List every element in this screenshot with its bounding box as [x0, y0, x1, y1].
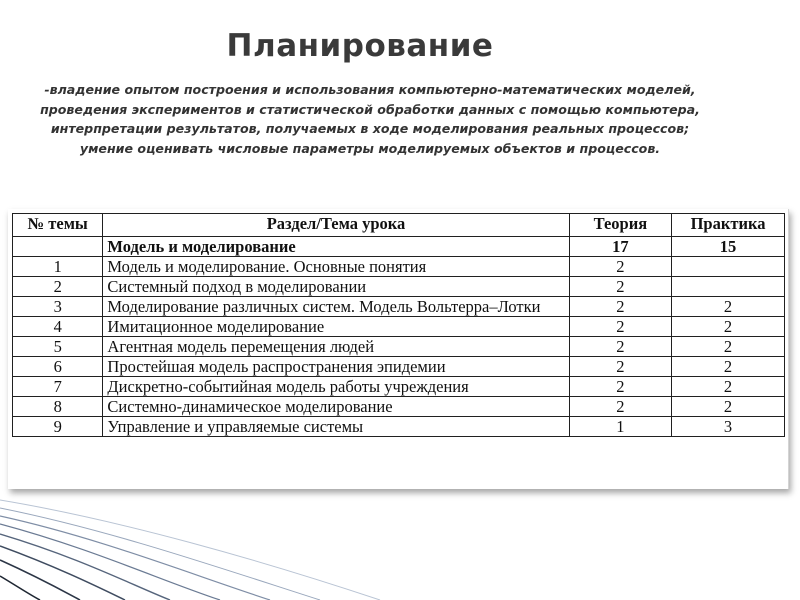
row-number: 2	[13, 277, 103, 297]
section-row	[13, 237, 785, 257]
description-text: -владение опытом построения и использования компьютерно-математических моделей, проведения экспериментов и статистической обработки данных с помощью компьютера, интерпретации результатов, получаемых в ходе моделирования реальных процессов; умение оценивать числовые параметры моделируемых объектов и процессов.	[40, 82, 700, 156]
header-theory: Теория	[569, 214, 671, 237]
row-number: 5	[13, 337, 103, 357]
row-number: 3	[13, 297, 103, 317]
row-topic: Системно-динамическое моделирование	[103, 397, 569, 417]
row-number: 4	[13, 317, 103, 337]
row-topic: Управление и управляемые системы	[103, 417, 569, 437]
table-row	[13, 317, 785, 337]
header-practice: Практика	[672, 214, 785, 237]
row-number: 8	[13, 397, 103, 417]
row-practice: 3	[672, 417, 785, 437]
row-practice: 2	[672, 337, 785, 357]
table-row	[13, 417, 785, 437]
table-row	[13, 257, 785, 277]
row-theory: 2	[569, 297, 671, 317]
row-topic: Имитационное моделирование	[103, 317, 569, 337]
table-row	[13, 377, 785, 397]
table-row	[13, 397, 785, 417]
page-title: Планирование	[226, 28, 494, 64]
row-theory: 2	[569, 257, 671, 277]
row-practice: 2	[672, 357, 785, 377]
row-topic: Агентная модель перемещения людей	[103, 337, 569, 357]
row-theory: 2	[569, 337, 671, 357]
table-row	[13, 297, 785, 317]
row-practice: 2	[672, 377, 785, 397]
header-section-topic: Раздел/Тема урока	[103, 214, 569, 237]
row-topic: Модель и моделирование. Основные понятия	[103, 257, 569, 277]
header-topic-number: № темы	[13, 214, 103, 237]
row-practice	[672, 257, 785, 277]
section-number	[13, 237, 103, 257]
row-topic: Моделирование различных систем. Модель Вольтерра–Лотки	[103, 297, 569, 317]
row-number: 9	[13, 417, 103, 437]
table-row	[13, 277, 785, 297]
row-practice: 2	[672, 397, 785, 417]
row-theory: 1	[569, 417, 671, 437]
row-number: 1	[13, 257, 103, 277]
row-theory: 2	[569, 317, 671, 337]
table-row	[13, 357, 785, 377]
table-row	[13, 337, 785, 357]
table-header-row	[13, 214, 785, 237]
row-theory: 2	[569, 357, 671, 377]
row-topic: Дискретно-событийная модель работы учреждения	[103, 377, 569, 397]
row-practice: 2	[672, 317, 785, 337]
decorative-wave-lines	[0, 490, 800, 600]
row-practice: 2	[672, 297, 785, 317]
section-theory: 17	[569, 237, 671, 257]
row-topic: Системный подход в моделировании	[103, 277, 569, 297]
section-practice: 15	[672, 237, 785, 257]
row-theory: 2	[569, 377, 671, 397]
row-theory: 2	[569, 397, 671, 417]
row-number: 7	[13, 377, 103, 397]
row-topic: Простейшая модель распространения эпидемии	[103, 357, 569, 377]
section-topic: Модель и моделирование	[103, 237, 569, 257]
row-number: 6	[13, 357, 103, 377]
row-theory: 2	[569, 277, 671, 297]
table-image-frame	[8, 209, 789, 489]
row-practice	[672, 277, 785, 297]
lesson-plan-table	[12, 213, 785, 437]
